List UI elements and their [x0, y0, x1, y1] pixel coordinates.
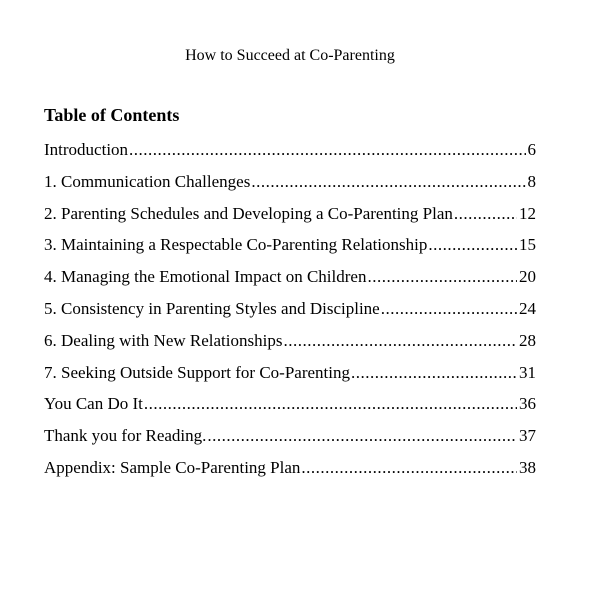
toc-entry-introduction[interactable] — [44, 136, 536, 168]
toc-dot-leader — [381, 295, 517, 323]
toc-entry-title: 3. Maintaining a Respectable Co-Parenting Relationship — [44, 235, 428, 255]
toc-entry-page: 20 — [519, 267, 536, 287]
toc-dot-leader — [301, 454, 517, 482]
toc-entry-title: Appendix: Sample Co-Parenting Plan — [44, 457, 301, 477]
toc-entry-consistency[interactable] — [44, 295, 536, 327]
toc-entry-communication-challenges[interactable] — [44, 168, 536, 200]
toc-entry-page: 31 — [519, 362, 536, 382]
toc-dot-leader — [367, 263, 517, 291]
toc-entry-page: 15 — [519, 235, 536, 255]
toc-entry-title: You Can Do It — [44, 394, 143, 414]
toc-entry-thank-you[interactable] — [44, 422, 536, 454]
toc-entry-outside-support[interactable] — [44, 359, 536, 391]
toc-entry-title: 7. Seeking Outside Support for Co-Parenting — [44, 362, 350, 382]
toc-entry-page: 12 — [519, 203, 536, 223]
document-title: How to Succeed at Co-Parenting — [185, 47, 395, 64]
toc-entry-page: 8 — [527, 171, 536, 191]
toc-entry-emotional-impact[interactable] — [44, 263, 536, 295]
toc-dot-leader — [251, 168, 525, 196]
toc-entry-title: 1. Communication Challenges — [44, 171, 251, 191]
toc-entry-appendix[interactable] — [44, 454, 536, 486]
toc-entry-title: 5. Consistency in Parenting Styles and Discipline — [44, 298, 380, 318]
toc-entry-respectable-relationship[interactable] — [44, 231, 536, 263]
toc-dot-leader — [129, 136, 525, 164]
toc-dot-leader — [428, 231, 517, 259]
toc-dot-leader — [283, 327, 517, 355]
toc-entry-title: 2. Parenting Schedules and Developing a Co-Parenting Plan — [44, 203, 453, 223]
toc-entry-title: Introduction — [44, 140, 129, 159]
toc-heading: Table of Contents — [44, 105, 180, 125]
toc-entry-you-can-do-it[interactable] — [44, 390, 536, 422]
toc-entry-title: 6. Dealing with New Relationships — [44, 330, 283, 350]
toc-dot-leader — [351, 359, 517, 387]
toc-entry-title: Thank you for Reading. — [44, 426, 207, 446]
toc-entry-page: 38 — [519, 457, 536, 477]
toc-entry-page: 6 — [527, 140, 536, 159]
toc-entry-page: 36 — [519, 394, 536, 414]
toc-dot-leader — [207, 422, 517, 450]
toc-dot-leader — [144, 390, 517, 418]
toc-dot-leader — [454, 200, 517, 228]
toc-entry-new-relationships[interactable] — [44, 327, 536, 359]
toc-entry-title: 4. Managing the Emotional Impact on Children — [44, 267, 367, 287]
toc-entry-page: 24 — [519, 298, 536, 318]
toc-entry-page: 37 — [519, 426, 536, 446]
toc-entry-page: 28 — [519, 330, 536, 350]
toc-entry-parenting-schedules[interactable] — [44, 200, 536, 232]
toc-list — [44, 136, 536, 486]
